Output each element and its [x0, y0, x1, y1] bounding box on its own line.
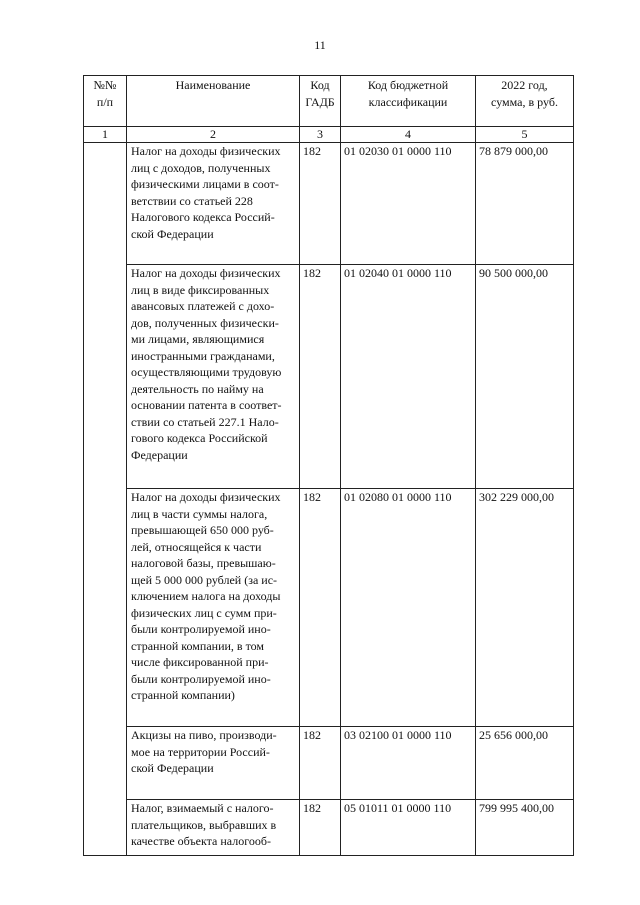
table-row — [84, 489, 574, 727]
row-name-line: были контролируемой ино- — [131, 671, 271, 686]
row-name-cell — [127, 800, 300, 856]
row-name-line: лиц в части суммы налога, — [131, 506, 268, 521]
row-name-line: налоговой базы, превышаю- — [131, 556, 276, 570]
row-name-line: лиц с доходов, полученных — [131, 160, 271, 175]
row-gadb-cell: 182 — [300, 265, 341, 489]
header-amount-line: сумма, в руб. — [491, 94, 558, 109]
row-name-line: качестве объекта налогооб- — [131, 834, 271, 848]
row-name-cell — [127, 143, 300, 265]
row-name-line: ключением налога на доходы — [131, 589, 281, 603]
row-name-line: Налогового кодекса Россий- — [131, 210, 275, 224]
row-number-cell — [84, 143, 127, 856]
row-name-line: физическими лицами в соот- — [131, 177, 279, 191]
header-kbk-line: классификации — [368, 94, 448, 109]
row-amount-cell: 302 229 000,00 — [476, 489, 574, 727]
header-kbk-line: Код бюджетной — [367, 78, 449, 92]
row-kbk-cell: 01 02030 01 0000 110 — [341, 143, 476, 265]
column-number: 1 — [84, 127, 127, 143]
row-name-line: осуществляющими трудовую — [131, 365, 282, 379]
row-gadb-cell: 182 — [300, 727, 341, 800]
row-name-line: щей 5 000 000 рублей (за ис- — [131, 572, 278, 587]
row-name-line: лей, относящейся к части — [131, 539, 262, 554]
page-number: 11 — [314, 38, 326, 52]
table-row — [84, 265, 574, 489]
row-name-line: основании патента в соответ- — [131, 398, 282, 412]
header-num-line: №№ — [93, 78, 117, 92]
header-gadb-line: Код — [310, 78, 330, 92]
row-name-line: ской Федерации — [131, 761, 214, 775]
column-number: 4 — [341, 127, 476, 143]
row-name-line: деятельность по найму на — [131, 381, 264, 396]
row-name-line: ми лицами, являющимися — [131, 332, 265, 346]
header-name-line: Наименование — [175, 78, 251, 92]
row-name-line: Федерации — [131, 447, 188, 462]
row-amount-cell: 90 500 000,00 — [476, 265, 574, 489]
row-name-line: Налог, взимаемый с налого- — [131, 801, 274, 815]
row-amount-cell: 799 995 400,00 — [476, 800, 574, 856]
header-num-line: п/п — [96, 94, 114, 109]
row-name-line: Акцизы на пиво, производи- — [131, 728, 277, 742]
column-number: 3 — [300, 127, 341, 143]
row-amount-cell: 25 656 000,00 — [476, 727, 574, 800]
row-gadb-cell: 182 — [300, 489, 341, 727]
column-number: 2 — [127, 127, 300, 143]
row-name-line: были контролируемой ино- — [131, 622, 271, 636]
header-row — [84, 76, 574, 127]
row-kbk-cell: 01 02080 01 0000 110 — [341, 489, 476, 727]
row-gadb-cell: 182 — [300, 800, 341, 856]
row-name-line: странной компании) — [131, 688, 235, 702]
row-name-line: плательщиков, выбравших в — [131, 817, 277, 832]
table-row — [84, 143, 574, 265]
row-name-line: дов, полученных физически- — [131, 315, 279, 330]
column-number: 5 — [476, 127, 574, 143]
table-row — [84, 800, 574, 856]
row-name-cell — [127, 265, 300, 489]
row-name-line: Налог на доходы физических — [131, 266, 281, 280]
budget-revenue-table — [83, 75, 574, 856]
row-gadb-cell: 182 — [300, 143, 341, 265]
row-name-line: мое на территории Россий- — [131, 744, 270, 759]
header-kbk — [341, 76, 476, 127]
row-name-cell — [127, 727, 300, 800]
header-amount — [476, 76, 574, 127]
row-name-line: странной компании, в том — [131, 638, 265, 653]
header-name — [127, 76, 300, 127]
row-name-cell — [127, 489, 300, 727]
row-name-line: гового кодекса Российской — [131, 431, 268, 445]
table-row — [84, 727, 574, 800]
row-kbk-cell: 01 02040 01 0000 110 — [341, 265, 476, 489]
header-gadb — [300, 76, 341, 127]
column-number-row — [84, 127, 574, 143]
row-name-line: авансовых платежей с дохо- — [131, 299, 275, 313]
row-name-line: превышающей 650 000 руб- — [131, 523, 274, 537]
row-name-line: Налог на доходы физических — [131, 144, 281, 158]
row-amount-cell: 78 879 000,00 — [476, 143, 574, 265]
row-name-line: ской Федерации — [131, 226, 214, 241]
header-gadb-line: ГАДБ — [305, 94, 335, 109]
header-num — [84, 76, 127, 127]
row-name-line: числе фиксированной при- — [131, 655, 269, 669]
row-name-line: иностранными гражданами, — [131, 348, 275, 363]
row-kbk-cell: 03 02100 01 0000 110 — [341, 727, 476, 800]
row-name-line: физических лиц с сумм при- — [131, 605, 277, 620]
row-name-line: ствии со статьей 227.1 Нало- — [131, 414, 279, 429]
row-name-line: Налог на доходы физических — [131, 490, 281, 504]
row-name-line: лиц в виде фиксированных — [131, 282, 270, 297]
row-kbk-cell: 05 01011 01 0000 110 — [341, 800, 476, 856]
row-name-line: ветствии со статьей 228 — [131, 193, 253, 208]
header-amount-line: 2022 год, — [501, 78, 548, 92]
